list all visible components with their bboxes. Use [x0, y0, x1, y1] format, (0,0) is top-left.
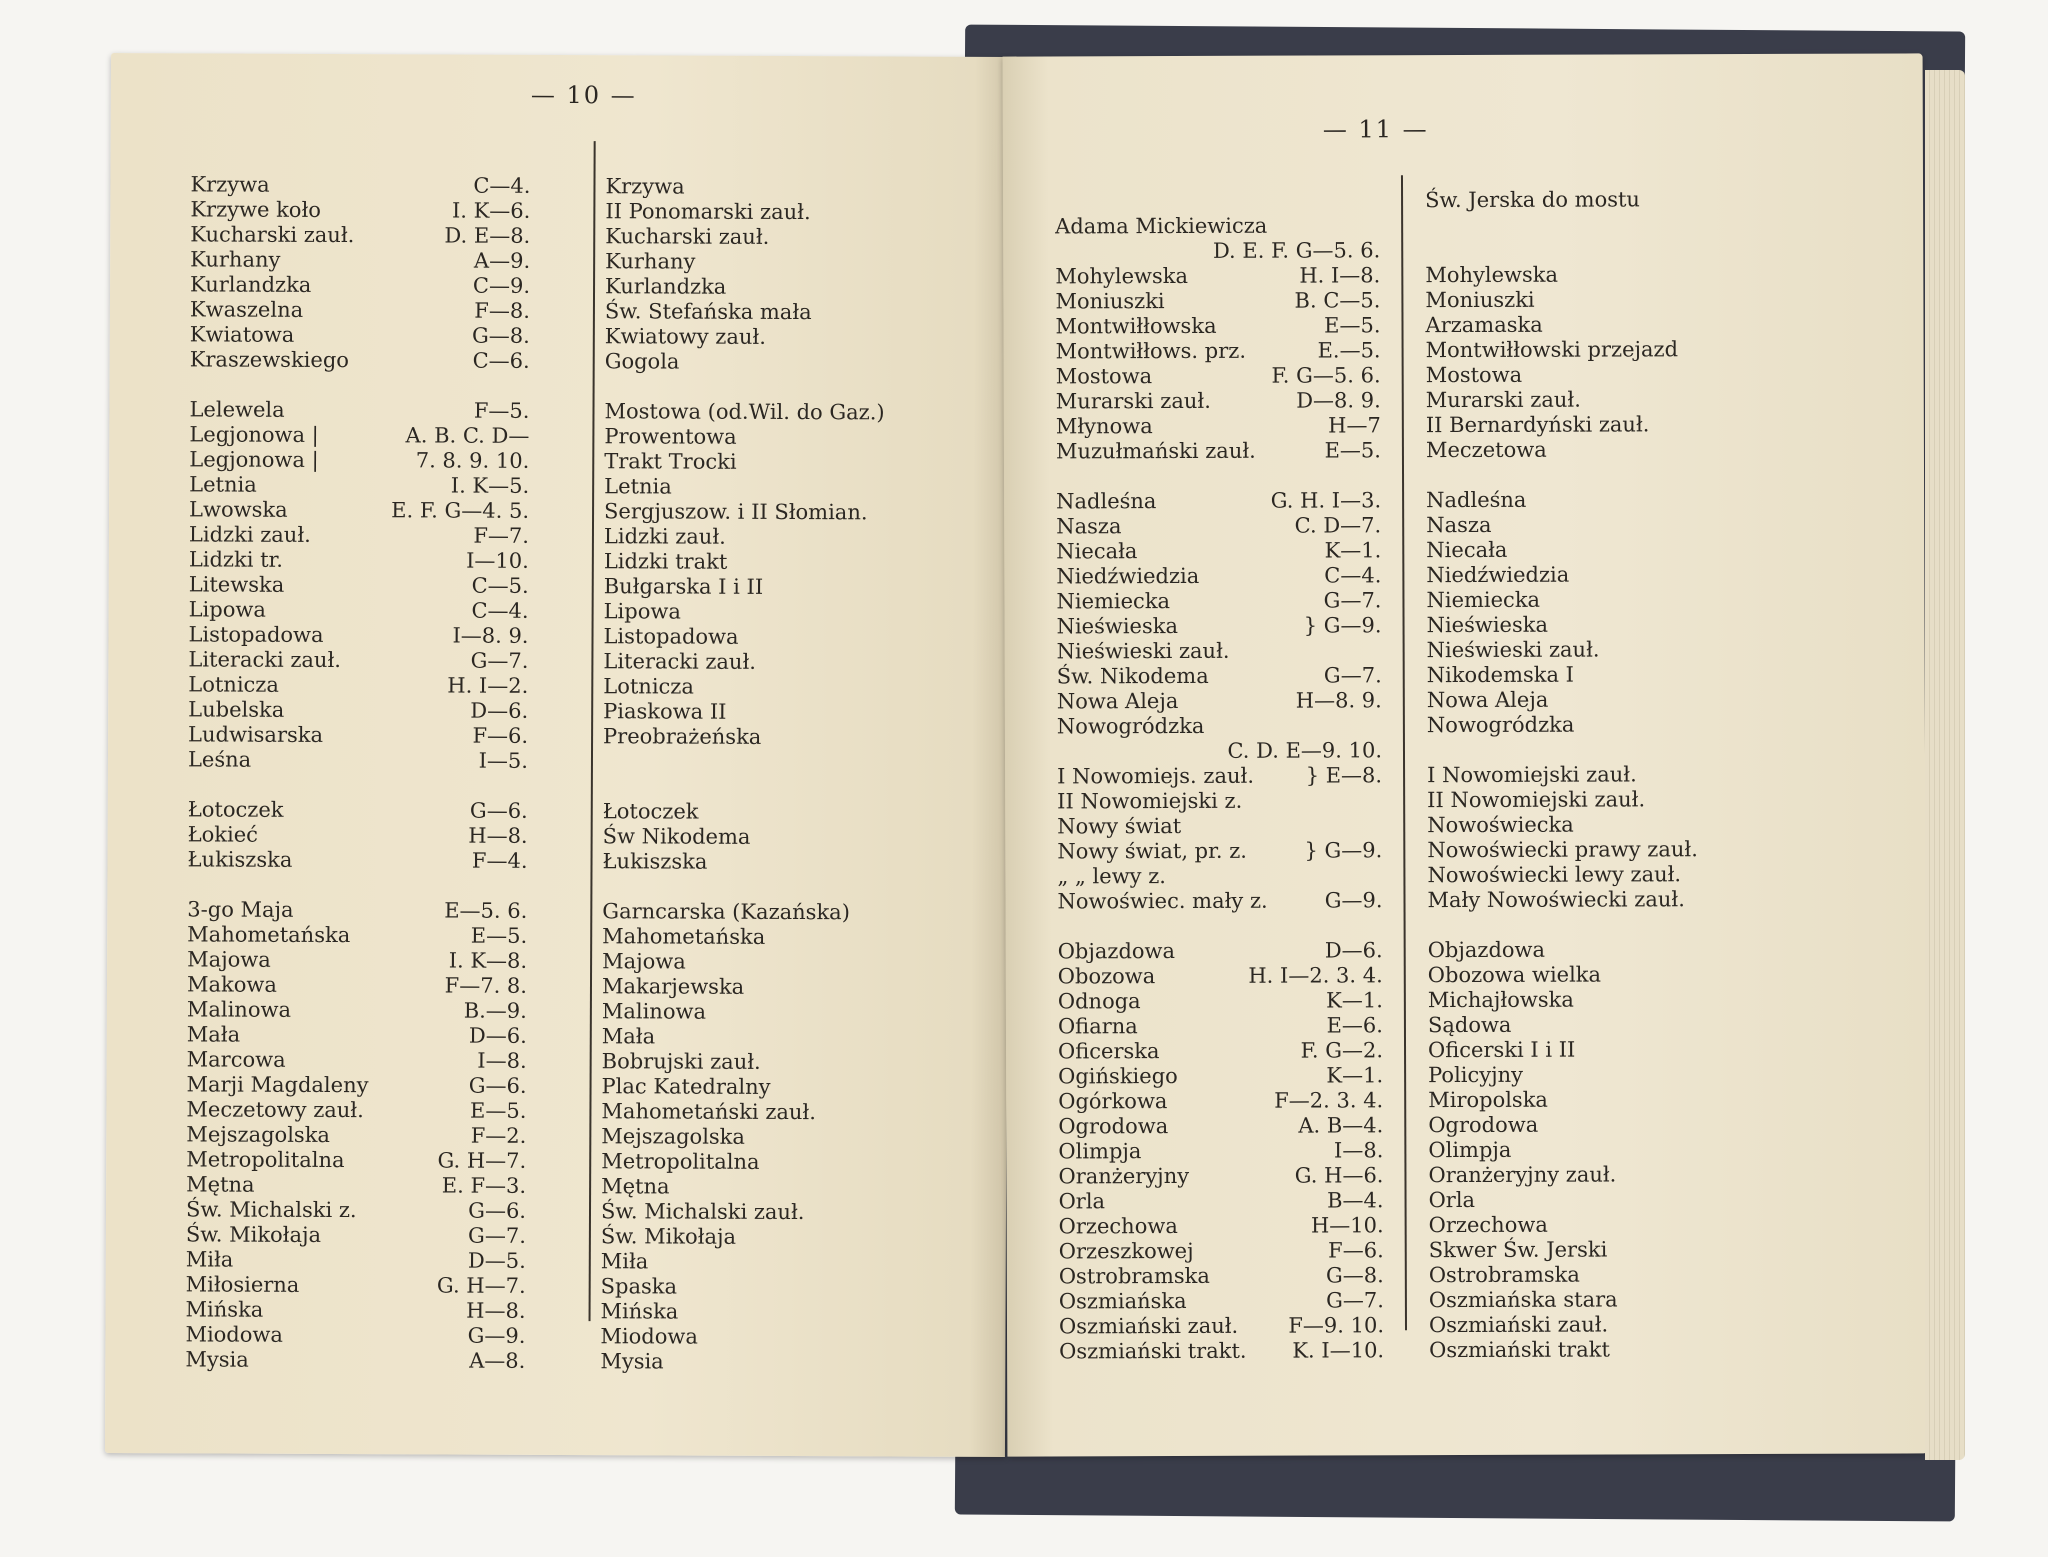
former-street-name: Moniuszki [1425, 287, 1535, 313]
street-name: Murarski zauł. [1055, 388, 1211, 414]
former-street-name: Mejszagolska [601, 1124, 746, 1149]
former-street-name: Nowoświecki lewy zauł. [1427, 862, 1682, 888]
street-name: Lidzki zauł. [188, 522, 311, 547]
street-name: Lubelska [188, 697, 285, 722]
former-street-name: Nowogródzka [1426, 712, 1575, 738]
former-street-name: Kwiatowy zauł. [604, 324, 766, 349]
former-street-name: Niecała [1426, 537, 1508, 563]
former-street-name: Lidzki trakt [603, 549, 728, 574]
street-name: Nadleśna [1056, 489, 1157, 514]
former-street-name: Miodowa [600, 1324, 698, 1349]
street-name: Św. Nikodema [1056, 663, 1209, 689]
street-name: Niedźwiedzia [1056, 563, 1200, 589]
street-name: Olimpja [1058, 1139, 1142, 1164]
grid-reference: D—5. [467, 1248, 526, 1273]
former-street-name: Kurhany [605, 249, 696, 274]
former-street-name: Św. Michalski zauł. [600, 1199, 805, 1225]
street-name: Krzywa [190, 172, 270, 197]
grid-reference: E—5. [470, 923, 528, 948]
grid-reference: G—7. [468, 1223, 526, 1248]
page-number: — 10 — [530, 80, 637, 110]
street-name: Św. Mikołaja [185, 1222, 322, 1247]
grid-reference: A. B. C. D— [405, 423, 530, 448]
street-name: Oszmiański trakt. [1059, 1338, 1247, 1364]
former-street-name: II Nowomiejski zauł. [1427, 787, 1646, 813]
grid-reference: G—7. [470, 648, 529, 673]
grid-reference: F—6. [472, 723, 529, 748]
street-name: Lipowa [188, 597, 266, 622]
former-street-name: Miropolska [1428, 1087, 1548, 1113]
grid-reference: F—2. [470, 1123, 527, 1148]
street-index-list [1055, 185, 1895, 1364]
former-street-name: II Ponomarski zauł. [605, 199, 811, 225]
former-street-name: Lotnicza [603, 674, 694, 699]
grid-reference: H—8. [468, 823, 528, 848]
grid-reference: C—6. [472, 348, 530, 373]
former-street-name: Niedźwiedzia [1426, 562, 1570, 588]
street-name: Obozowa [1057, 964, 1156, 989]
former-street-name: Mostowa [1425, 362, 1523, 388]
grid-reference: E. F. G—4. 5. [391, 498, 530, 523]
street-name: Miłosierna [185, 1272, 300, 1297]
street-name: Lelewela [189, 397, 285, 422]
street-name: Legjonowa | [189, 447, 319, 472]
grid-reference: C—4. [473, 173, 531, 198]
street-name: Ludwisarska [188, 722, 324, 747]
former-street-name: Mahometański zauł. [601, 1099, 817, 1125]
former-street-name: Piaskowa II [603, 699, 727, 724]
grid-reference: I—8. [1333, 1138, 1384, 1163]
street-name: Lwowska [189, 497, 288, 522]
street-name: Mętna [186, 1172, 255, 1197]
street-name: Marji Magdaleny [186, 1072, 369, 1098]
street-name: I Nowomiejs. zauł. [1057, 763, 1255, 789]
former-street-name: Nikodemska I [1426, 662, 1575, 688]
former-street-name: Kurlandzka [604, 274, 727, 299]
street-name: Oszmiańska [1058, 1288, 1187, 1314]
street-name: Marcowa [186, 1047, 286, 1072]
grid-reference: G. H—6. [1294, 1163, 1384, 1188]
former-street-name: Mohylewska [1425, 262, 1559, 288]
former-street-name: Św. Mikołaja [600, 1224, 737, 1249]
street-name: Nieświeski zauł. [1056, 638, 1230, 664]
former-street-name: Sergjuszow. i II Słomian. [604, 499, 868, 525]
former-street-name: Orzechowa [1428, 1212, 1548, 1238]
street-name: Kwiatowa [189, 322, 295, 347]
street-name: Kurlandzka [189, 272, 312, 297]
street-name: Malinowa [186, 997, 292, 1022]
street-name: Św. Michalski z. [185, 1197, 357, 1223]
former-street-name: Michajłowska [1427, 987, 1574, 1013]
former-street-name: Mińska [600, 1299, 679, 1324]
street-name: Kurhany [190, 247, 281, 272]
street-name: Kraszewskiego [189, 347, 350, 373]
grid-reference: A. B—4. [1298, 1113, 1384, 1138]
street-name: Orla [1058, 1189, 1106, 1214]
grid-reference: } G—9. [1304, 838, 1383, 863]
street-name: Miodowa [185, 1322, 283, 1347]
grid-reference: D. E. F. G—5. 6. [1212, 238, 1381, 263]
right-page [1003, 53, 1928, 1456]
former-street-name: Lidzki zauł. [603, 524, 726, 549]
street-name: Adama Mickiewicza [1055, 213, 1268, 239]
grid-reference: C—4. [471, 598, 529, 623]
former-street-name: Nieświeski zauł. [1426, 637, 1600, 663]
grid-reference: D—6. [470, 698, 529, 723]
street-name: Nasza [1056, 514, 1122, 539]
grid-reference: G—8. [1325, 1263, 1384, 1288]
street-name: Mejszagolska [186, 1122, 331, 1148]
index-entry [1059, 1335, 1899, 1364]
grid-reference: C. D—7. [1294, 513, 1382, 538]
street-name: Listopadowa [188, 622, 324, 647]
street-name: Litewska [188, 572, 285, 597]
former-street-name: Oszmiański zauł. [1428, 1312, 1609, 1338]
grid-reference [1055, 187, 1380, 188]
grid-reference: D. E—8. [444, 223, 531, 248]
grid-reference: G—9. [1324, 888, 1383, 913]
street-name: Mysia [185, 1347, 249, 1372]
former-street-name: Nieświeska [1426, 612, 1549, 638]
former-street-name: Orla [1428, 1187, 1476, 1213]
grid-reference: F—7. [473, 523, 530, 548]
street-name: Montwiłłows. prz. [1055, 338, 1247, 364]
street-name: Mohylewska [1055, 263, 1189, 289]
street-name: Nowoświec. mały z. [1057, 888, 1268, 914]
street-name: Kucharski zauł. [190, 222, 355, 248]
grid-reference: F—9. 10. [1288, 1313, 1385, 1338]
street-name: Krzywe koło [190, 197, 321, 222]
grid-reference: G—6. [468, 1073, 527, 1098]
street-name: Muzułmański zauł. [1055, 438, 1256, 464]
street-name: Ostrobramska [1058, 1263, 1210, 1289]
former-street-name: Oszmiański trakt [1429, 1337, 1610, 1363]
former-street-name: Mała [601, 1024, 656, 1049]
street-name: Nowy świat, pr. z. [1057, 838, 1247, 864]
street-name: Łotoczek [187, 797, 284, 822]
former-street-name: Literacki zauł. [603, 649, 757, 674]
street-name: 3-go Maja [187, 897, 294, 922]
former-street-name: Mały Nowoświecki zauł. [1427, 887, 1685, 913]
street-name: Majowa [187, 947, 271, 972]
grid-reference: K—1. [1326, 1063, 1384, 1088]
street-name: Oranżeryjny [1058, 1163, 1190, 1189]
street-name: Objazdowa [1057, 939, 1176, 964]
grid-reference: K. I—10. [1292, 1338, 1385, 1363]
street-name: Oficerska [1057, 1039, 1160, 1064]
grid-reference: G—9. [467, 1323, 526, 1348]
grid-reference: F. G—2. [1300, 1038, 1384, 1063]
grid-reference: D—8. 9. [1296, 388, 1381, 413]
index-entry [185, 1346, 985, 1375]
former-street-name: Garncarska (Kazańska) [602, 899, 850, 925]
former-street-name: Plac Katedralny [601, 1074, 771, 1099]
former-street-name: Nowa Aleja [1426, 687, 1549, 713]
grid-reference: I—5. [478, 748, 529, 773]
grid-reference: I. K—5. [450, 473, 530, 498]
former-street-name: Ogrodowa [1428, 1112, 1539, 1138]
former-street-name: Niemiecka [1426, 587, 1541, 613]
street-name: Ogrodowa [1058, 1114, 1169, 1139]
street-name: Nowogródzka [1056, 713, 1205, 739]
grid-reference: I—8. [477, 1048, 527, 1073]
street-name: II Nowomiejski z. [1057, 788, 1243, 814]
grid-reference: K—1. [1326, 988, 1383, 1013]
grid-reference [1058, 912, 1383, 913]
former-street-name: Obozowa wielka [1427, 962, 1602, 988]
street-name: Lotnicza [188, 672, 279, 697]
former-street-name: Makarjewska [601, 974, 745, 999]
former-street-name: Nowoświecki prawy zauł. [1427, 837, 1698, 863]
former-street-name: Nasza [1426, 512, 1492, 538]
grid-reference: G—7. [1326, 1288, 1384, 1313]
grid-reference: 7. 8. 9. 10. [415, 448, 530, 473]
street-name: Niemiecka [1056, 589, 1171, 614]
former-street-name: Skwer Św. Jerski [1428, 1237, 1608, 1263]
street-name: Nowy świat [1057, 813, 1182, 839]
grid-reference: E—5. 6. [444, 898, 528, 923]
grid-reference: C—9. [472, 273, 531, 298]
street-name: Legjonowa | [189, 422, 319, 447]
grid-reference: G—7. [1323, 588, 1382, 613]
grid-reference: I—8. 9. [452, 623, 529, 648]
grid-reference: F—4. [471, 848, 528, 873]
former-street-name: Łotoczek [602, 799, 699, 824]
former-street-name: Oszmiańska stara [1428, 1287, 1618, 1313]
grid-reference: C—5. [471, 573, 529, 598]
street-name: Orzeszkowej [1058, 1238, 1194, 1264]
former-street-name: Gogola [604, 349, 680, 374]
grid-reference: B.—9. [463, 998, 527, 1023]
street-index-list [185, 171, 991, 1374]
grid-reference: H. I—8. [1299, 263, 1381, 288]
street-name: Niecała [1056, 539, 1138, 564]
grid-reference: D—6. [468, 1023, 527, 1048]
former-street-name: Kucharski zauł. [605, 224, 770, 249]
former-street-name: Listopadowa [603, 624, 739, 649]
grid-reference: } G—9. [1303, 613, 1382, 638]
street-name: Oszmiański zauł. [1058, 1313, 1239, 1339]
former-street-name: Św. Stefańska mała [604, 299, 812, 325]
grid-reference: G. H—7. [436, 1273, 526, 1298]
grid-reference: I—10. [466, 548, 529, 573]
former-street-name: Oficerski I i II [1427, 1037, 1576, 1063]
street-name: Leśna [187, 747, 252, 772]
street-name: „ „ lewy z. [1057, 864, 1166, 889]
former-street-name: Olimpja [1428, 1137, 1512, 1163]
grid-reference: H. I—2. [447, 673, 529, 698]
street-name: Moniuszki [1055, 289, 1165, 314]
former-street-name: Bułgarska I i II [603, 574, 764, 599]
street-name: Łokieć [187, 822, 259, 847]
grid-reference: C—4. [1324, 563, 1382, 588]
street-name: Odnoga [1057, 989, 1141, 1014]
grid-reference: A—9. [473, 248, 531, 273]
former-street-name: Letnia [604, 474, 672, 499]
grid-reference: H—8. [466, 1298, 526, 1323]
grid-reference: D—6. [1324, 938, 1383, 963]
former-street-name: Ostrobramska [1428, 1262, 1580, 1288]
former-street-name: Majowa [602, 949, 686, 974]
former-street-name: Arzamaska [1425, 312, 1543, 338]
street-name: Literacki zauł. [188, 647, 342, 673]
former-street-name: Nowoświecka [1427, 812, 1574, 838]
former-street-name: Metropolitalna [601, 1149, 760, 1174]
grid-reference: G. H—7. [437, 1148, 527, 1173]
former-street-name: Mysia [600, 1349, 664, 1374]
grid-reference: E—5. [470, 1098, 527, 1123]
former-street-name: Meczetowa [1425, 437, 1547, 463]
former-street-name: Oranżeryjny zauł. [1428, 1162, 1617, 1188]
grid-reference: E—5. [1324, 438, 1381, 463]
grid-reference: A—8. [469, 1348, 526, 1373]
former-street-name: Mahometańska [602, 924, 766, 949]
street-name: Metropolitalna [186, 1147, 345, 1173]
street-name: Makowa [186, 972, 277, 997]
grid-reference: H—7 [1328, 413, 1381, 438]
former-street-name: I Nowomiejski zauł. [1427, 762, 1637, 788]
former-street-name: Krzywa [605, 174, 685, 199]
grid-reference: E—5. [1324, 313, 1381, 338]
grid-reference: K—1. [1324, 538, 1382, 563]
former-street-name: Montwiłłowski przejazd [1425, 337, 1679, 363]
former-street-name: Miła [600, 1249, 649, 1274]
grid-reference: B. C—5. [1294, 288, 1381, 313]
grid-reference: G—6. [468, 1198, 527, 1223]
grid-reference: G—7. [1323, 663, 1382, 688]
grid-reference: H—10. [1310, 1213, 1384, 1238]
grid-reference: I. K—6. [451, 198, 531, 223]
former-street-name: Lipowa [603, 599, 681, 624]
street-name: Mińska [185, 1297, 264, 1322]
street-name: Meczetowy zauł. [186, 1097, 364, 1123]
former-street-name: II Bernardyński zauł. [1425, 412, 1650, 438]
street-name: Ogórkowa [1058, 1089, 1168, 1114]
page-number: — 11 — [1322, 115, 1429, 144]
grid-reference: } E—8. [1305, 763, 1383, 788]
grid-reference: F—8. [474, 298, 530, 323]
street-name: Orzechowa [1058, 1214, 1178, 1239]
page-edges [1925, 70, 1965, 1460]
street-name: Montwiłłowska [1055, 313, 1217, 339]
street-name: Nowa Aleja [1056, 689, 1179, 714]
grid-reference: E—6. [1326, 1013, 1383, 1038]
street-name: Kwaszelna [189, 297, 304, 322]
left-page [105, 53, 1011, 1457]
street-name: Ofiarna [1057, 1014, 1138, 1039]
former-street-name: Sądowa [1427, 1012, 1512, 1038]
grid-reference: F—2. 3. 4. [1274, 1088, 1384, 1113]
former-street-name: Trakt Trocki [604, 449, 737, 474]
former-street-name: Preobrażeńska [603, 724, 762, 749]
former-street-name: Mostowa (od.Wil. do Gaz.) [604, 399, 885, 425]
street-name: Mostowa [1055, 364, 1153, 389]
street-name: Mała [186, 1022, 241, 1047]
grid-reference: G—6. [469, 798, 528, 823]
grid-reference: I. K—8. [448, 948, 528, 973]
street-name: Mahometańska [187, 922, 351, 948]
street-name: Nieświeska [1056, 614, 1179, 639]
grid-reference: H. I—2. 3. 4. [1248, 963, 1383, 988]
former-street-name: Prowentowa [604, 424, 737, 449]
grid-reference: F. G—5. 6. [1271, 363, 1381, 388]
former-street-name: Policyjny [1428, 1062, 1524, 1088]
street-name: Ogińskiego [1058, 1064, 1178, 1089]
street-name: Lidzki tr. [188, 547, 284, 572]
former-street-name: Św Nikodema [602, 824, 751, 849]
street-name: Młynowa [1055, 414, 1153, 439]
grid-reference: B—4. [1327, 1188, 1384, 1213]
former-street-name: Św. Jerska do mostu [1425, 187, 1640, 213]
former-street-name: Mętna [601, 1174, 670, 1199]
grid-reference: G—8. [471, 323, 530, 348]
grid-reference [1056, 462, 1381, 463]
grid-reference: C. D. E—9. 10. [1227, 738, 1383, 763]
grid-reference: H—8. 9. [1295, 688, 1382, 713]
former-street-name: Malinowa [601, 999, 707, 1024]
grid-reference: F—5. [473, 398, 530, 423]
street-name: Letnia [189, 472, 257, 497]
grid-reference: E. F—3. [441, 1173, 527, 1198]
grid-reference: E.—5. [1317, 338, 1381, 363]
former-street-name: Spaska [600, 1274, 678, 1299]
grid-reference: F—6. [1328, 1238, 1384, 1263]
grid-reference: F—7. 8. [444, 973, 528, 998]
former-street-name: Objazdowa [1427, 937, 1546, 963]
former-street-name: Łukiszska [602, 849, 708, 874]
street-name: Łukiszska [187, 847, 293, 872]
former-street-name: Nadleśna [1426, 487, 1527, 513]
former-street-name: Bobrujski zauł. [601, 1049, 761, 1074]
grid-reference: G. H. I—3. [1270, 488, 1382, 513]
former-street-name: Murarski zauł. [1425, 387, 1581, 413]
street-name: Miła [185, 1247, 234, 1272]
